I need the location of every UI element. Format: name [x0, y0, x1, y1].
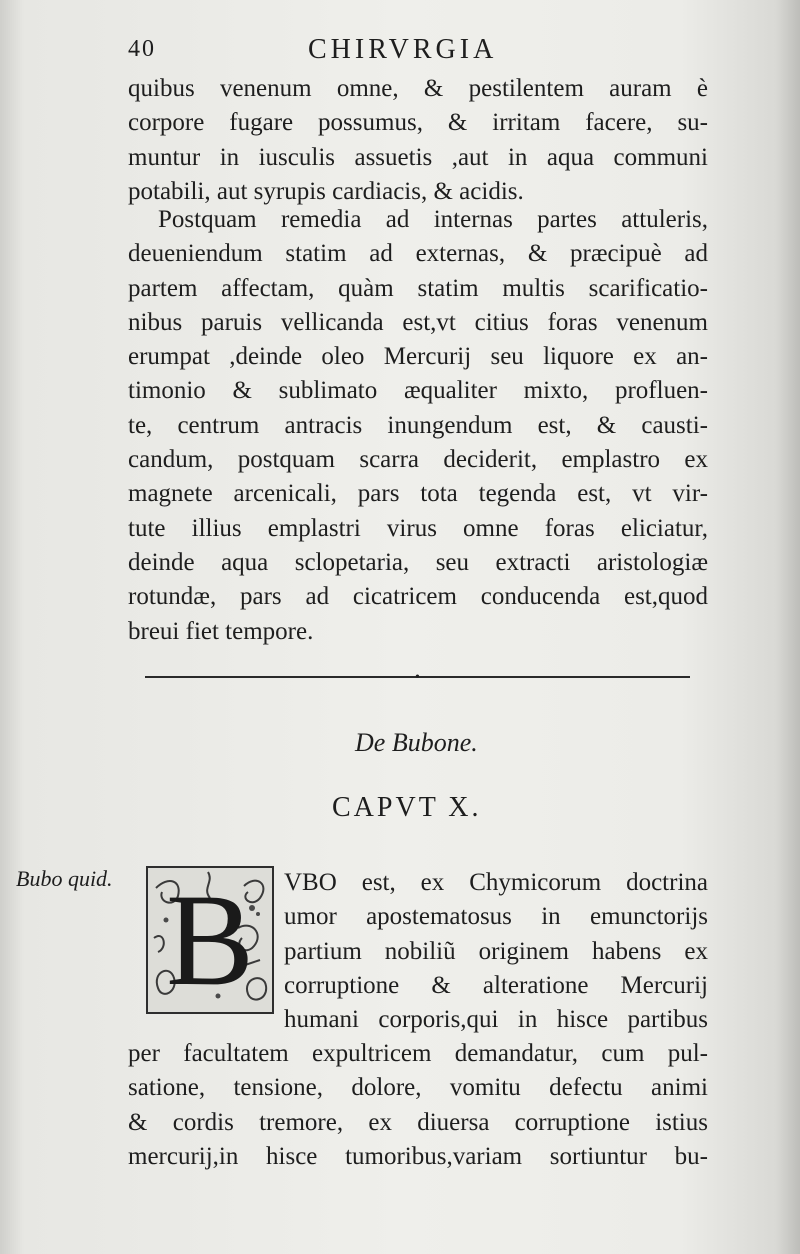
- initial-letter: B: [166, 866, 255, 1013]
- running-title: CHIRVRGIA: [308, 34, 498, 65]
- text-line: magnete arcenicali, pars tota tegenda est, vt vir-: [128, 480, 708, 508]
- text-line: muntur in iusculis assuetis ,aut in aqua communi: [128, 143, 708, 171]
- paragraph-continuation: [128, 72, 708, 209]
- chapter-heading: CAPVT X.: [332, 792, 482, 823]
- divider-ornament-icon: •: [415, 670, 420, 685]
- text-line: tute illius emplastri virus omne foras eliciatur,: [128, 514, 708, 542]
- text-line: partium nobiliũ originem habens ex: [284, 937, 708, 965]
- running-head: [128, 36, 688, 70]
- text-line: umor apostematosus in emunctorijs: [284, 903, 708, 931]
- text-line: per facultatem expultricem demandatur, cum pul-: [128, 1040, 708, 1067]
- text-line: rotundæ, pars ad cicatricem conducenda est,quod: [128, 583, 708, 611]
- text-line: deinde aqua sclopetaria, seu extracti aristologiæ: [128, 548, 708, 576]
- text-line: VBO est, ex Chymicorum doctrina: [284, 869, 708, 896]
- text-line: erumpat ,deinde oleo Mercurij seu liquore ex an-: [128, 343, 708, 371]
- text-line: potabili, aut syrupis cardiacis, & acidis.: [128, 177, 524, 205]
- text-line: & cordis tremore, ex diuersa corruptione istius: [128, 1108, 708, 1136]
- text-line: partem affectam, quàm statim multis scarificatio-: [128, 274, 708, 302]
- paragraph-bubo-continued: [128, 1037, 708, 1174]
- text-line: deueniendum statim ad externas, & præcipuè ad: [128, 240, 708, 268]
- marginal-note: Bubo quid.: [16, 866, 113, 891]
- text-line: corpore fugare possumus, & irritam facere, su-: [128, 109, 708, 137]
- text-line: candum, postquam scarra deciderit, emplastro ex: [128, 446, 708, 474]
- text-line: Postquam remedia ad internas partes attuleris,: [158, 206, 708, 233]
- paragraph-bubo-opening: [284, 866, 708, 1037]
- text-line: timonio & sublimato æqualiter mixto, profluen-: [128, 377, 708, 405]
- text-line: satione, tensione, dolore, vomitu defectu animi: [128, 1074, 708, 1102]
- paragraph-remedies: [128, 203, 708, 649]
- text-line: breui fiet tempore.: [128, 617, 314, 645]
- text-line: mercurij,in hisce tumoribus,variam sortiuntur bu-: [128, 1142, 708, 1170]
- decorated-initial: [146, 866, 274, 1014]
- page-number: 40: [128, 36, 156, 62]
- text-line: quibus venenum omne, & pestilentem auram è: [128, 75, 708, 102]
- text-line: nibus paruis vellicanda est,vt citius foras venenum: [128, 308, 708, 336]
- section-subheading: De Bubone.: [355, 728, 478, 757]
- text-line: te, centrum antracis inungendum est, & causti-: [128, 411, 708, 439]
- text-line: corruptione & alteratione Mercurij: [284, 971, 708, 999]
- text-line: humani corporis,qui in hisce partibus: [284, 1006, 708, 1034]
